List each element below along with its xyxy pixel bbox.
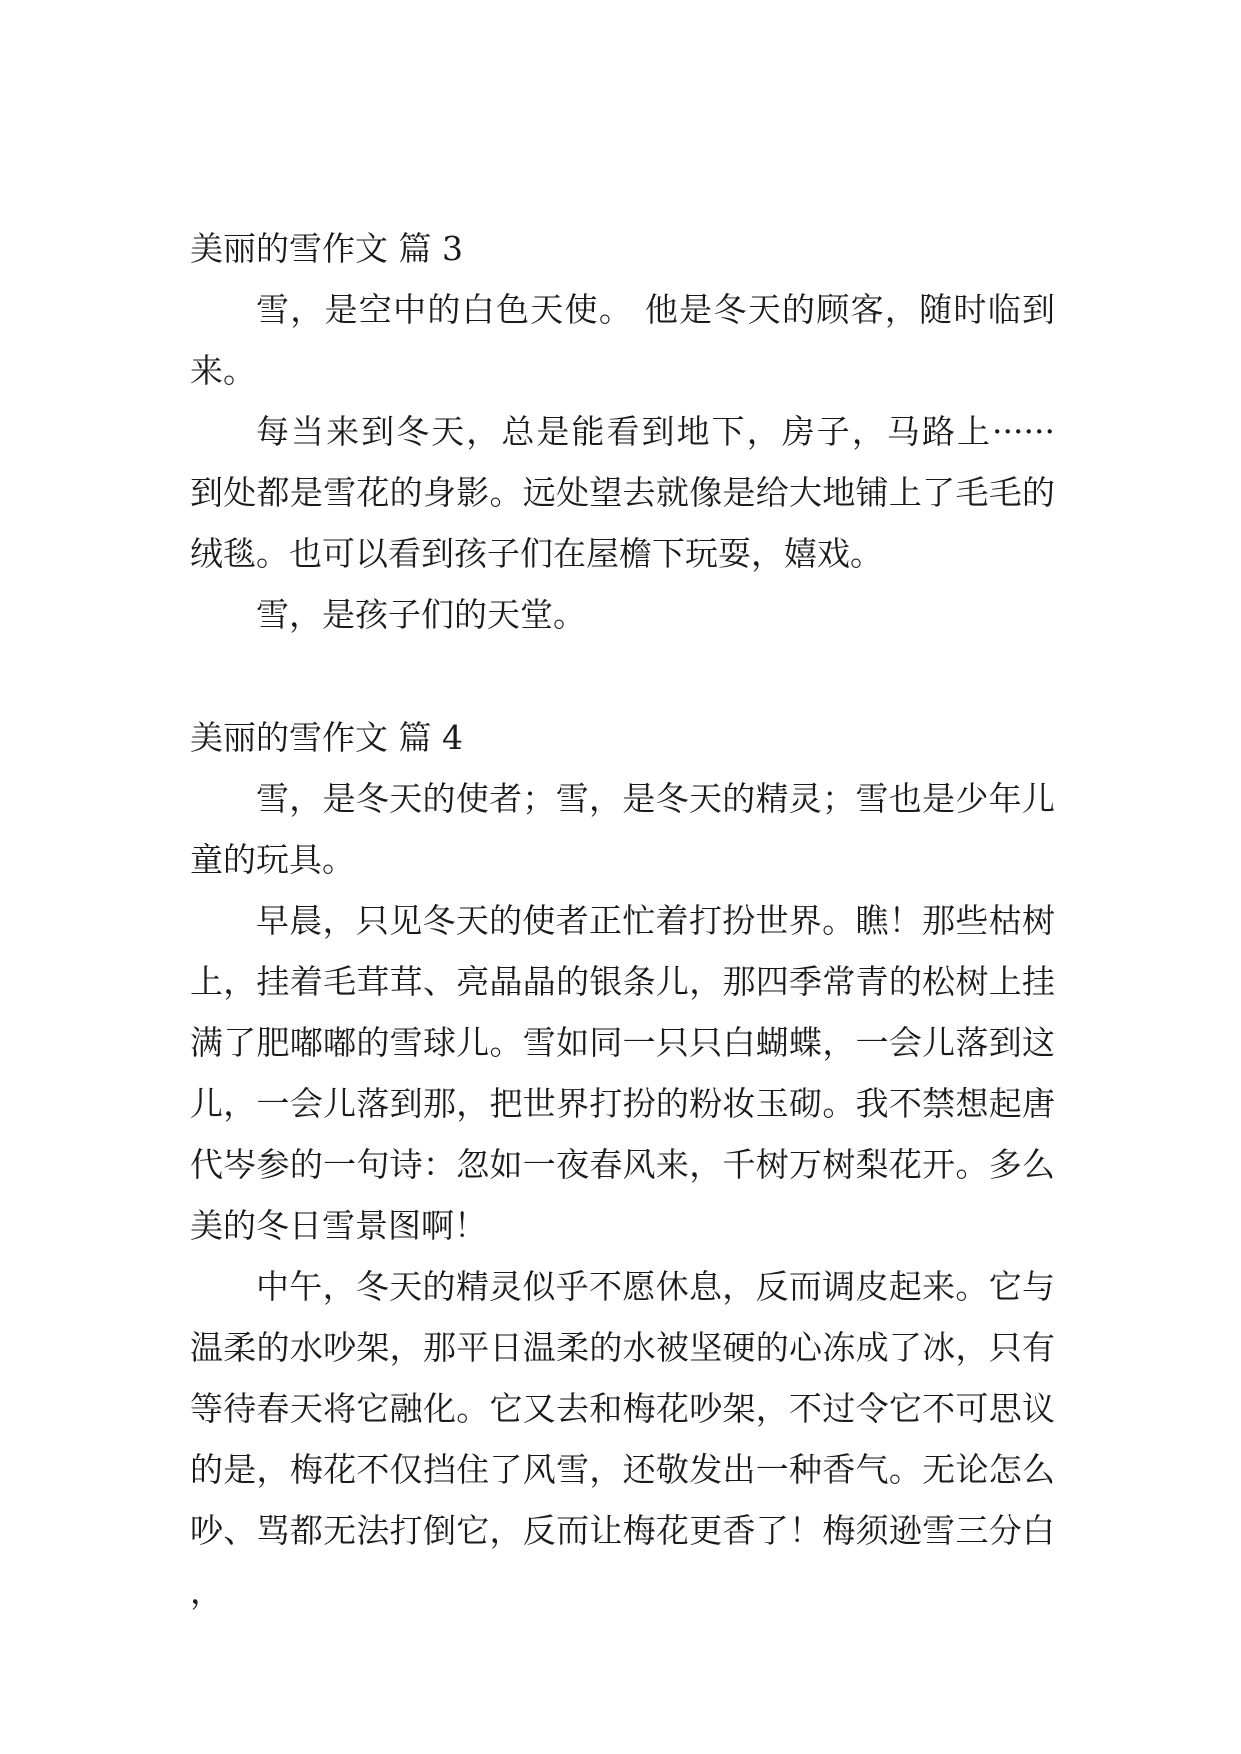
document-body [190, 218, 1055, 1622]
paragraph: 雪，是孩子们的天堂。 [256, 595, 586, 634]
paragraph: 每当来到冬天，总是能看到地下，房子，马路上······ 到处都是雪花的身影。远处望去就像是给大地铺上了毛毛的绒毯。也可以看到孩子们在屋檐下玩耍，嬉戏。 [190, 412, 1055, 573]
section-heading: 美丽的雪作文 篇 3 [190, 229, 463, 268]
section-heading: 美丽的雪作文 篇 4 [190, 718, 463, 757]
paragraph: 中午，冬天的精灵似乎不愿休息，反而调皮起来。它与温柔的水吵架，那平日温柔的水被坚硬的心冻成了冰，只有等待春天将它融化。它又去和梅花吵架，不过令它不可思议的是，梅花不仅挡住了风雪，还敬发出一种香气。无论怎么吵、骂都无法打倒它，反而让梅花更香了！梅须逊雪三分白， [190, 1267, 1055, 1611]
paragraph: 早晨，只见冬天的使者正忙着打扮世界。瞧！那些枯树上，挂着毛茸茸、亮晶晶的银条儿，那四季常青的松树上挂满了肥嘟嘟的雪球儿。雪如同一只只白蝴蝶，一会儿落到这儿，一会儿落到那，把世界打扮的粉妆玉砌。我不禁想起唐代岑参的一句诗：忽如一夜春风来，千树万树梨花开。多么美的冬日雪景图啊！ [190, 901, 1055, 1245]
paragraph: 雪，是空中的白色天使。 他是冬天的顾客，随时临到来。 [190, 290, 1055, 390]
section-spacer [190, 645, 1055, 707]
essay-section-4 [190, 707, 1055, 1622]
essay-section-3 [190, 218, 1055, 645]
paragraph: 雪，是冬天的使者；雪，是冬天的精灵；雪也是少年儿童的玩具。 [190, 779, 1055, 879]
